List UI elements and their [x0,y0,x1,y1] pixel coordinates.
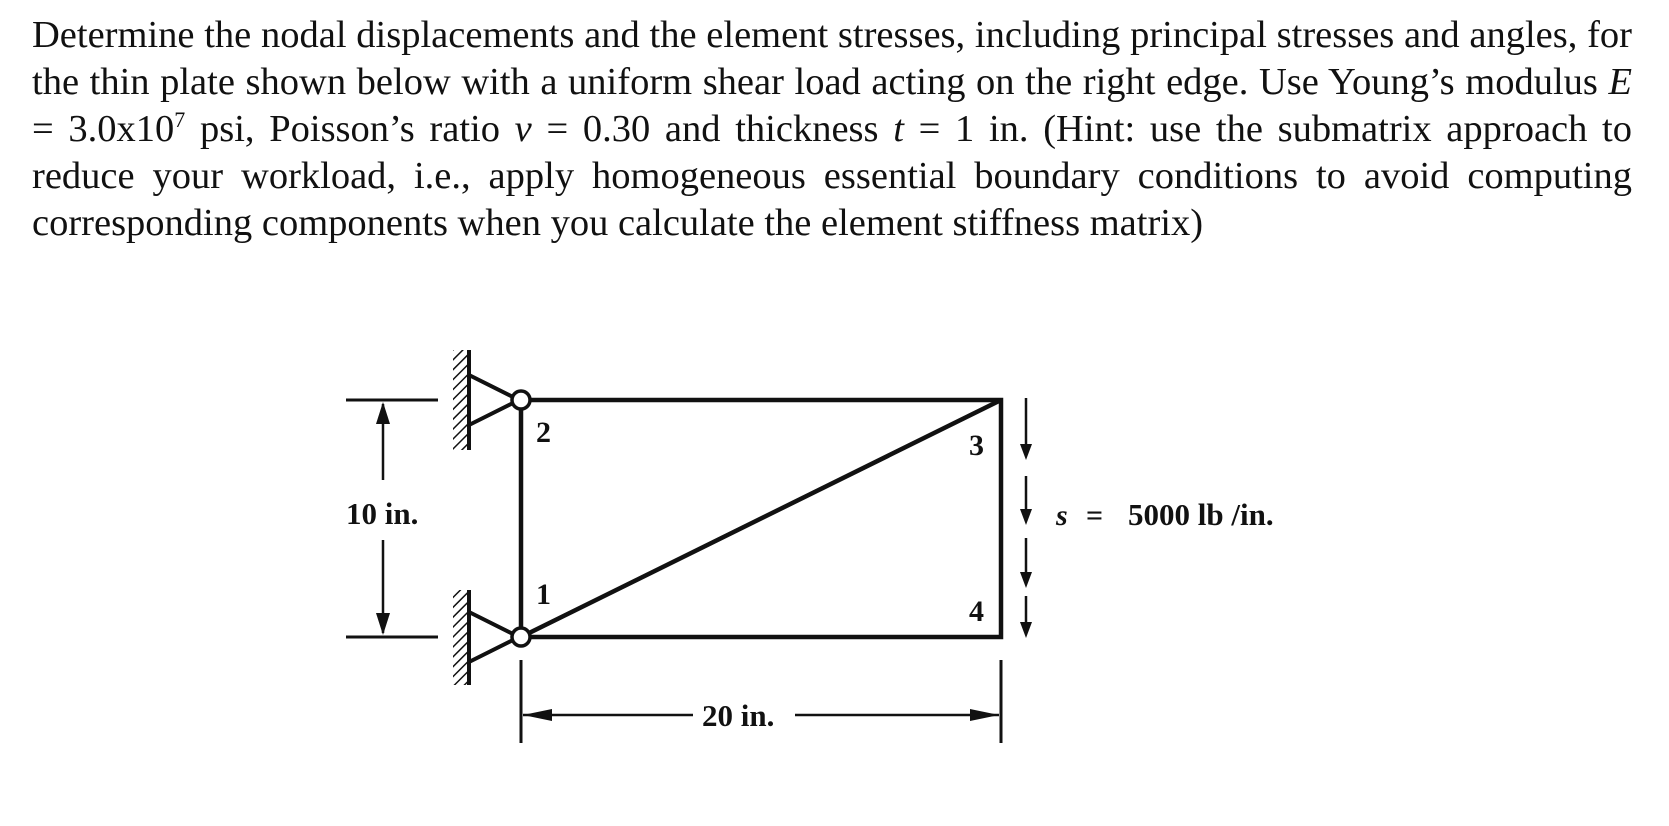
problem-text-3: = 0.30 and thickness [531,108,894,150]
node-label-4: 4 [969,595,984,628]
wall-hatching-bottom [453,590,469,685]
node-label-3: 3 [969,429,984,462]
problem-text-1: Determine the nodal displacements and the element stresses, including principal stresses and angles, for the thin plate shown below with a uniform shear load acting on the right edge. Use Young’s modulus [32,14,1632,103]
pin-node-1 [512,628,530,646]
youngs-modulus-exponent: 7 [174,107,186,133]
pin-support-node-2 [453,350,530,450]
problem-text-4: = 1 in. (Hint: use the submatrix approach to reduce your workload, i.e., apply homogeneous essential boundary conditions to avoid computing corresponding components when you calculate the element stiffness matrix) [32,108,1633,244]
load-symbol: s [1056,499,1068,532]
height-dimension-label: 10 in. [346,496,419,531]
load-equals: = [1086,499,1104,532]
width-dimension-label: 20 in. [702,698,775,733]
poisson-symbol: ν [514,108,532,150]
youngs-modulus-value: = 3.0x10 [32,108,175,150]
shear-load-arrows [1020,398,1032,638]
youngs-modulus-symbol: E [1608,61,1632,103]
thickness-symbol: t [893,108,904,150]
node-label-1: 1 [536,578,551,611]
pin-support-node-1 [453,590,530,685]
node-label-2: 2 [536,416,551,449]
element-diagonal [521,400,1001,637]
problem-text-2: psi, Poisson’s ratio [185,108,515,150]
wall-hatching-top [453,350,469,450]
pin-node-2 [512,391,530,409]
load-value-label: 5000 lb /in. [1128,497,1274,532]
